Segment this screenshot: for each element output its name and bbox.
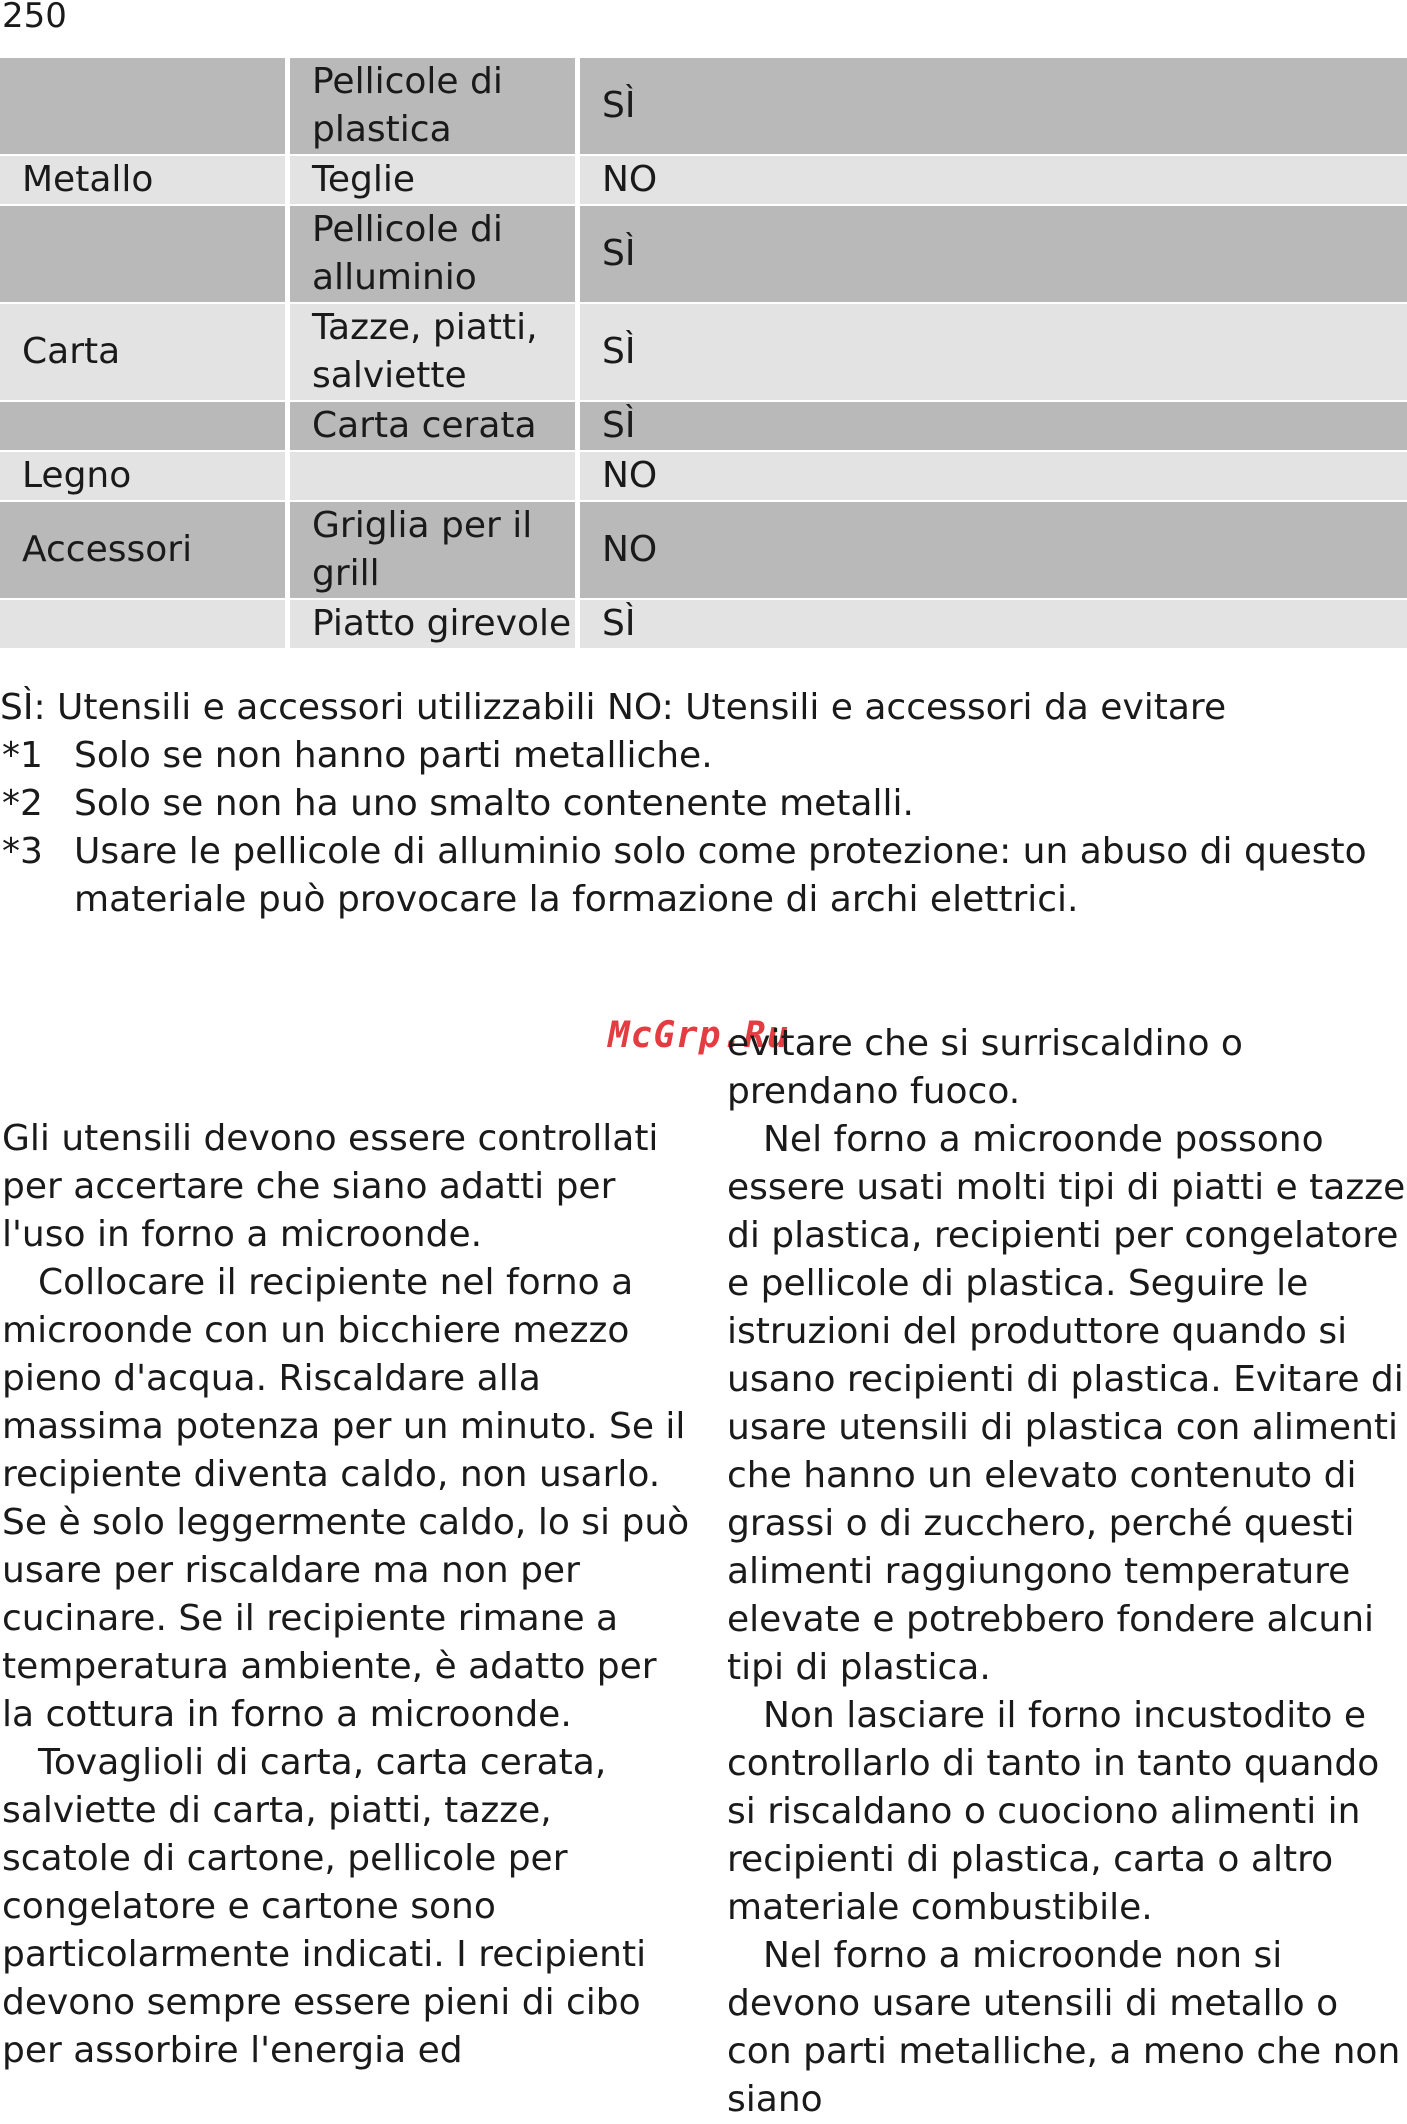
material-cell: Metallo [0, 156, 290, 206]
utensil-cell: Piatto girevole [290, 600, 580, 650]
answer-cell: SÌ [580, 402, 1407, 452]
table-row [0, 402, 1407, 452]
paragraph: Tovaglioli di carta, carta cerata, salviette di carta, piatti, tazze, scatole di cartone, pellicole per congelatore e cartone sono particolarmente indicati. I recipienti devono sempre essere pieni di cibo per assorbire l'energia ed [2, 1742, 647, 2071]
footnote-text: Solo se non hanno parti metalliche. [74, 735, 713, 776]
answer-cell: SÌ [580, 206, 1407, 304]
utensil-cell: Pellicole di alluminio [290, 206, 580, 304]
material-cell: Legno [0, 452, 290, 502]
table-row [0, 304, 1407, 402]
table-row [0, 58, 1407, 156]
table-row [0, 206, 1407, 304]
left-column [2, 1115, 692, 2075]
legend-summary: SÌ: Utensili e accessori utilizzabili NO: Utensili e accessori da evitare [0, 687, 1227, 728]
table-row [0, 600, 1407, 650]
utensil-cell: Teglie [290, 156, 580, 206]
paragraph: evitare che si surriscaldino o prendano fuoco. [727, 1023, 1243, 1112]
footnote-2 [0, 780, 1407, 828]
answer-cell: NO [580, 452, 1407, 502]
legend [0, 684, 1407, 924]
compatibility-table [0, 58, 1407, 650]
answer-cell: SÌ [580, 600, 1407, 650]
table-row [0, 156, 1407, 206]
material-cell [0, 402, 290, 452]
paragraph: Nel forno a microonde non si devono usare utensili di metallo o con parti metalliche, a meno che non siano [727, 1935, 1401, 2120]
right-column [727, 1020, 1407, 2124]
material-cell [0, 206, 290, 304]
watermark: McGrp.Ru [608, 1015, 790, 1056]
utensil-cell: Pellicole di plastica [290, 58, 580, 156]
paragraph: Gli utensili devono essere controllati per accertare che siano adatti per l'uso in forno a microonde. [2, 1118, 659, 1255]
footnote-text: Usare le pellicole di alluminio solo come protezione: un abuso di questo materiale può provocare la formazione di archi elettrici. [74, 831, 1367, 920]
table-row [0, 502, 1407, 600]
utensil-cell: Carta cerata [290, 402, 580, 452]
utensil-cell: Tazze, piatti, salviette [290, 304, 580, 402]
footnote-1 [0, 732, 1407, 780]
footnote-mark: *3 [2, 831, 43, 872]
material-cell: Carta [0, 304, 290, 402]
material-cell [0, 600, 290, 650]
answer-cell: SÌ [580, 304, 1407, 402]
footnote-mark: *2 [2, 783, 43, 824]
utensil-cell: Griglia per il grill [290, 502, 580, 600]
paragraph: Collocare il recipiente nel forno a microonde con un bicchiere mezzo pieno d'acqua. Riscaldare alla massima potenza per un minuto. Se il recipiente diventa caldo, non usarlo. Se è solo leggermente caldo, lo si può usare per riscaldare ma non per cucinare. Se il recipiente rimane a temperatura ambiente, è adatto per la cottura in forno a microonde. [2, 1262, 690, 1735]
answer-cell: NO [580, 156, 1407, 206]
footnote-mark: *1 [2, 735, 43, 776]
material-cell [0, 58, 290, 156]
answer-cell: SÌ [580, 58, 1407, 156]
utensil-cell [290, 452, 580, 502]
page-number: 250 [2, 0, 67, 36]
paragraph: Non lasciare il forno incustodito e controllarlo di tanto in tanto quando si riscaldano o cuociono alimenti in recipienti di plastica, carta o altro materiale combustibile. [727, 1695, 1380, 1928]
material-cell: Accessori [0, 502, 290, 600]
footnote-3 [0, 828, 1374, 924]
paragraph: Nel forno a microonde possono essere usati molti tipi di piatti e tazze di plastica, recipienti per congelatore e pellicole di plastica. Seguire le istruzioni del produttore quando si usano recipienti di plastica. Evitare di usare utensili di plastica con alimenti che hanno un elevato contenuto di grassi o di zucchero, perché questi alimenti raggiungono temperature elevate e potrebbero fondere alcuni tipi di plastica. [727, 1119, 1406, 1688]
table-row [0, 452, 1407, 502]
footnote-text: Solo se non ha uno smalto contenente metalli. [74, 783, 914, 824]
answer-cell: NO [580, 502, 1407, 600]
